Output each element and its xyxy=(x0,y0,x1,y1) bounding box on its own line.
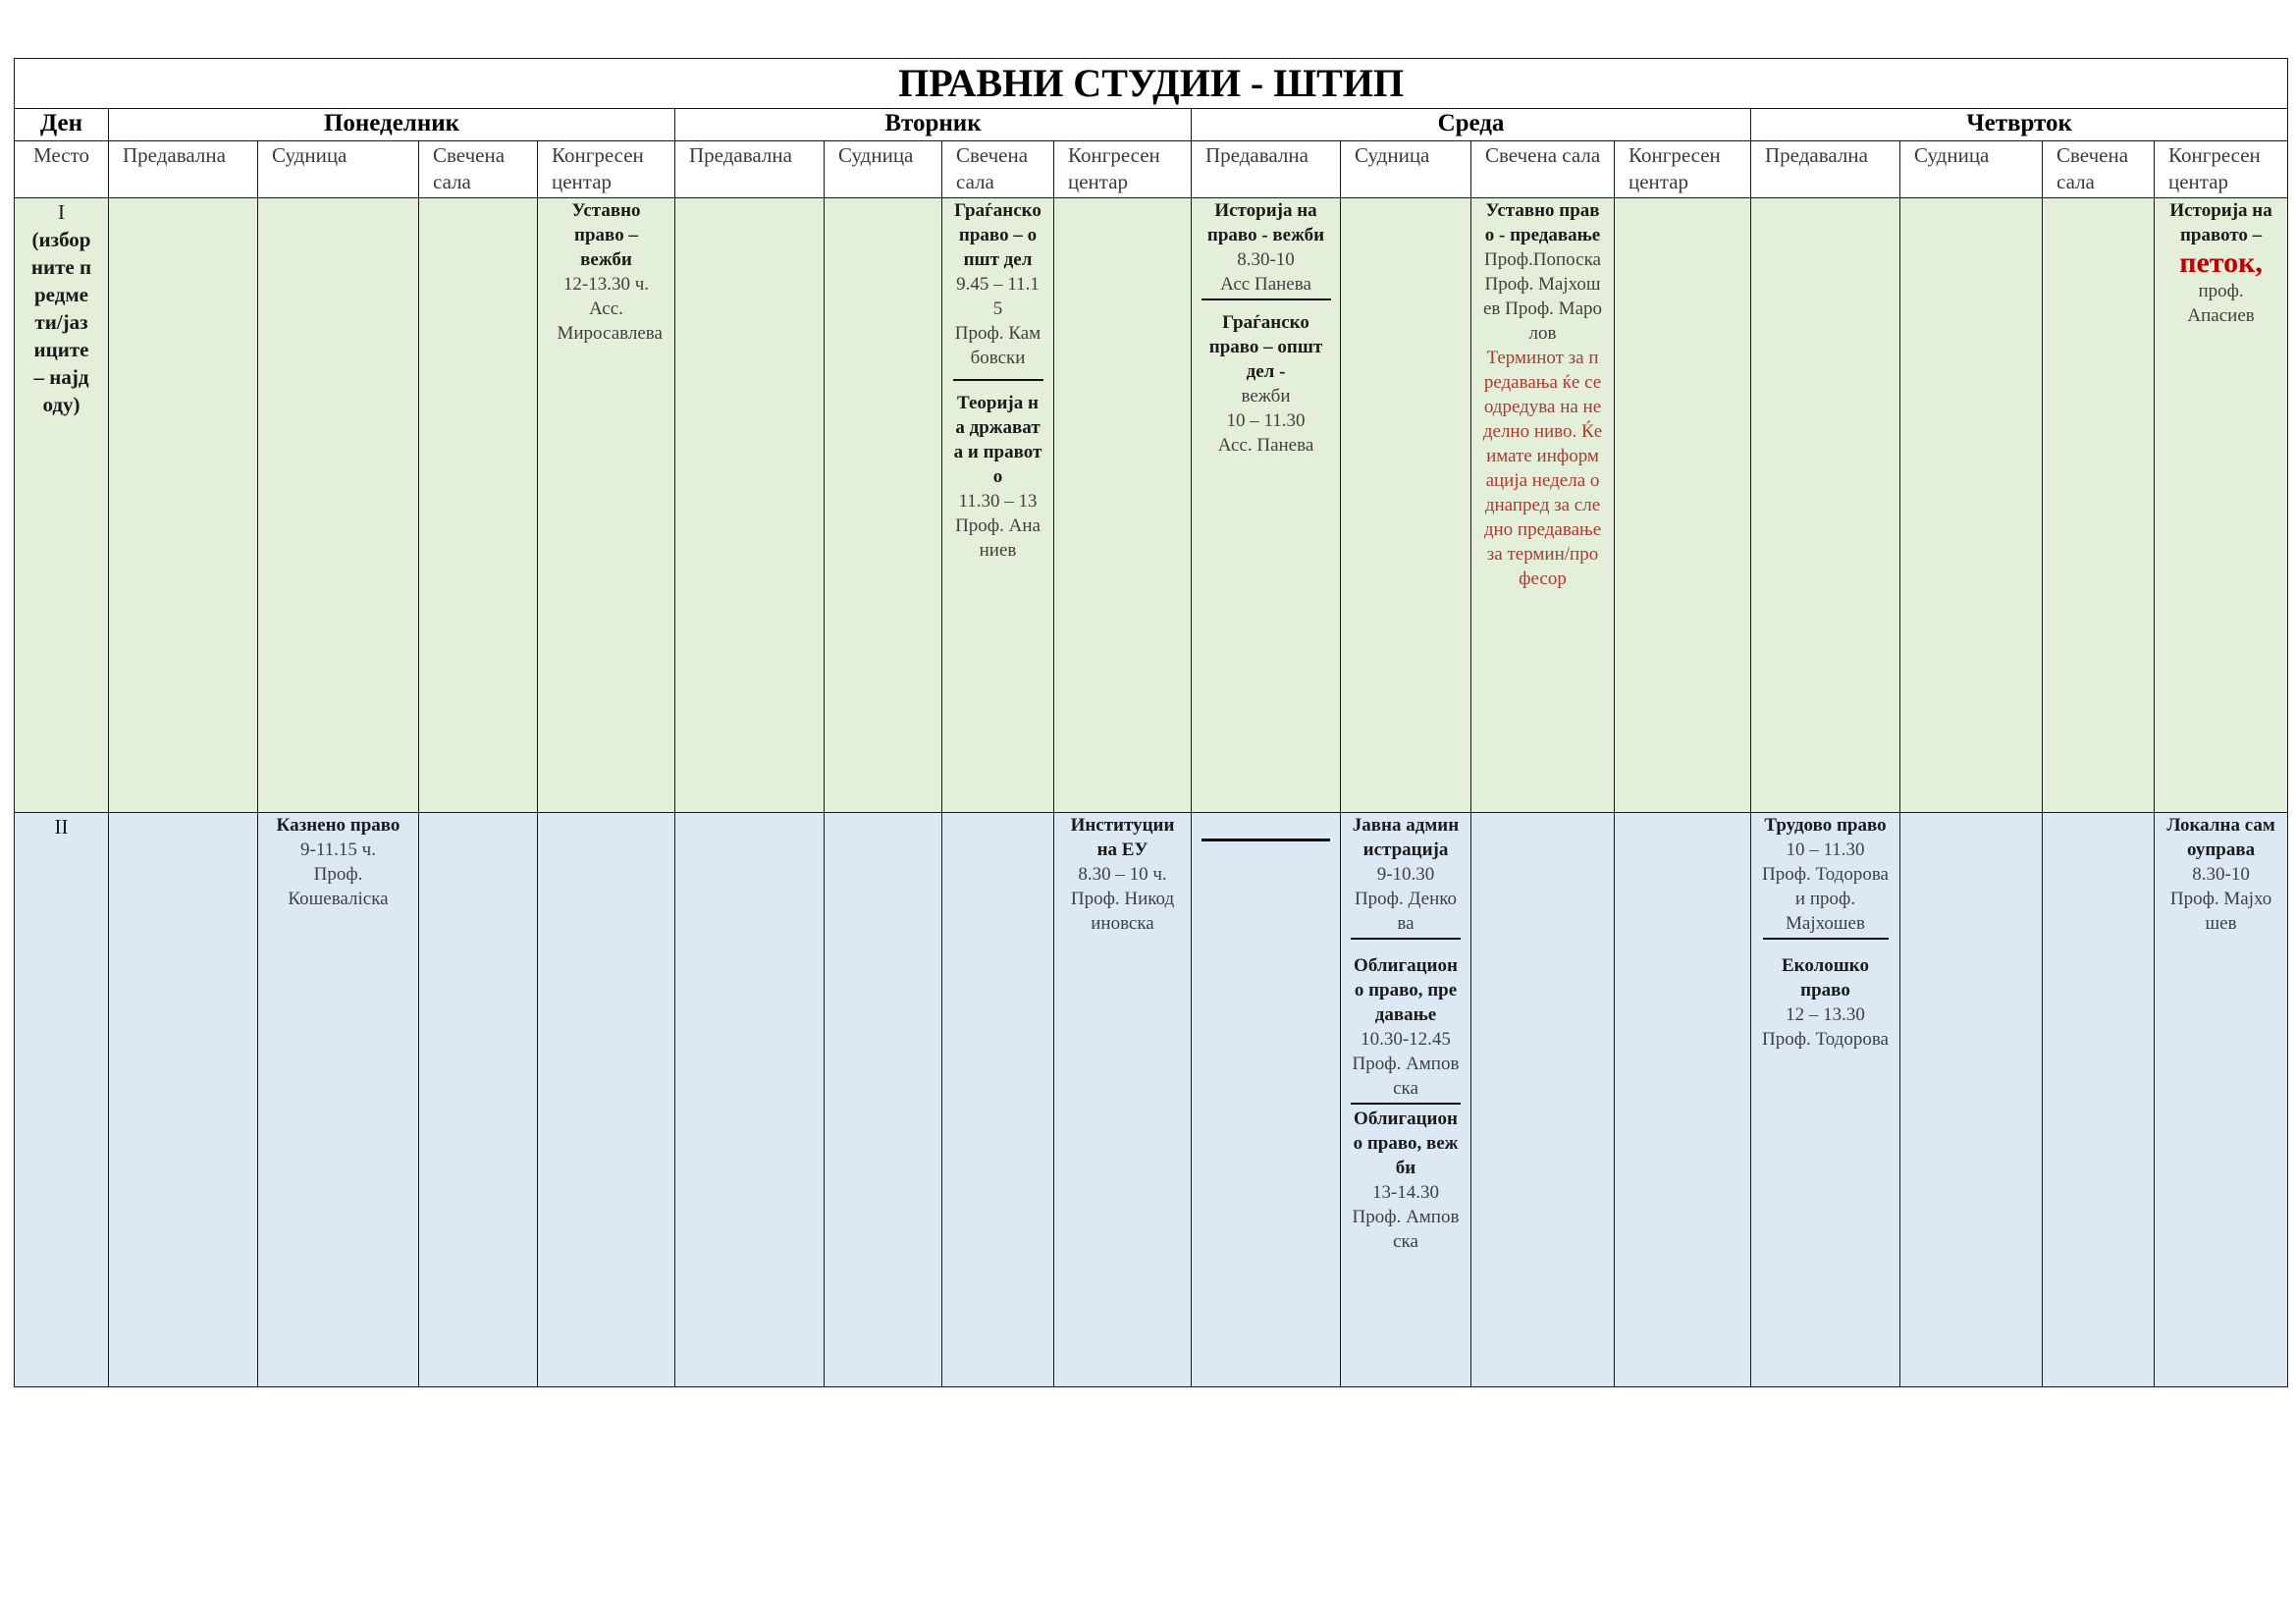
time: 8.30 – 10 ч. xyxy=(1078,864,1167,885)
row-number: I xyxy=(58,200,65,224)
row-label xyxy=(15,813,109,1387)
room-header: Судница xyxy=(825,141,942,198)
day-thursday: Четврток xyxy=(1751,109,2288,141)
room-header: Судница xyxy=(258,141,419,198)
teacher: Асс Панева xyxy=(1220,274,1311,295)
teacher: Проф. Мајхошев xyxy=(2169,889,2272,934)
room-header: Судница xyxy=(1900,141,2043,198)
class-kind: вежби xyxy=(1241,386,1291,406)
room-header: Конгресен центар xyxy=(1054,141,1192,198)
teacher: Асс. Панева xyxy=(1217,435,1314,456)
subject: Облигационо право, предавање xyxy=(1354,955,1458,1025)
time: 9-10.30 xyxy=(1376,864,1435,885)
day-highlight: петок, xyxy=(2179,246,2263,279)
divider xyxy=(953,379,1043,381)
room-header: Конгресен центар xyxy=(2155,141,2288,198)
teacher: Проф. Кошеваліска xyxy=(288,864,389,909)
day-label: Ден xyxy=(15,109,109,141)
subject: Уставно право – вежби xyxy=(571,200,641,270)
teacher: Проф. Никодиновска xyxy=(1070,889,1175,934)
class-slot xyxy=(942,198,1054,813)
room-header: Конгресен центар xyxy=(538,141,675,198)
subject: Институции на ЕУ xyxy=(1070,815,1175,860)
class-slot xyxy=(538,198,675,813)
teacher: Асс. Миросавлева xyxy=(557,298,663,344)
row-number: II xyxy=(54,815,69,839)
time: 9-11.15 ч. xyxy=(300,839,376,860)
room-header: Свечена сала xyxy=(1471,141,1615,198)
row-label xyxy=(15,198,109,813)
room-header: Свечена сала xyxy=(2043,141,2155,198)
subject: Историја на правото – xyxy=(2169,200,2272,245)
room-header: Судница xyxy=(1341,141,1471,198)
time: 10.30-12.45 xyxy=(1361,1029,1451,1050)
day-header-row xyxy=(15,109,2288,141)
subject: Облигационо право, вежби xyxy=(1353,1109,1459,1178)
teacher: Проф. Амповска xyxy=(1352,1054,1460,1099)
class-slot xyxy=(1471,198,1615,813)
divider xyxy=(1351,938,1461,940)
time: 8.30-10 xyxy=(1237,249,1295,270)
class-slot xyxy=(1192,198,1341,813)
schedule-row-2 xyxy=(15,813,2288,1387)
subject: Уставно право - предавање xyxy=(1484,200,1601,245)
subject: Казнено право xyxy=(276,815,400,836)
time: 12-13.30 ч. xyxy=(562,274,650,295)
time: 10 – 11.30 xyxy=(1786,839,1865,860)
teacher: Проф.Попоска Проф. Мајхошев Проф. Маролов xyxy=(1482,249,1602,344)
divider xyxy=(1351,1103,1461,1105)
day-monday: Понеделник xyxy=(109,109,675,141)
class-slot xyxy=(1751,813,1900,1387)
empty-slot xyxy=(1192,813,1341,1387)
teacher: Проф. Амповска xyxy=(1352,1207,1460,1252)
teacher: Проф. Тодорова и проф. Мајхошев xyxy=(1762,864,1889,934)
divider xyxy=(1763,938,1889,940)
teacher: Проф. Тодорова xyxy=(1762,1029,1889,1050)
day-tuesday: Вторник xyxy=(675,109,1192,141)
class-slot xyxy=(2155,198,2288,813)
schedule-table xyxy=(14,58,2288,1387)
room-header: Предавална xyxy=(675,141,825,198)
time: 8.30-10 xyxy=(2192,864,2250,885)
subject: Историја на право - вежби xyxy=(1206,200,1325,245)
time: 11.30 – 13 xyxy=(958,491,1038,512)
teacher: проф. Апасиев xyxy=(2187,281,2255,326)
subject: Еколошко право xyxy=(1781,955,1870,1001)
class-slot xyxy=(2155,813,2288,1387)
room-header: Предавална xyxy=(1751,141,1900,198)
divider xyxy=(1201,839,1330,841)
class-slot xyxy=(1341,813,1471,1387)
subject: Граѓанско право – општ дел - xyxy=(1208,312,1323,382)
schedule-row-1 xyxy=(15,198,2288,813)
time: 13-14.30 xyxy=(1371,1182,1440,1203)
divider xyxy=(1201,298,1331,300)
page-title: ПРАВНИ СТУДИИ - ШТИП xyxy=(15,59,2288,109)
subject: Граѓанско право – општ дел xyxy=(954,200,1041,270)
time: 9.45 – 11.15 xyxy=(956,274,1040,319)
class-slot xyxy=(258,813,419,1387)
time: 10 – 11.30 xyxy=(1226,410,1306,431)
day-wednesday: Среда xyxy=(1192,109,1751,141)
teacher: Проф. Денкова xyxy=(1354,889,1458,934)
teacher: Проф. Ананиев xyxy=(955,515,1041,561)
subject: Локална самоуправа xyxy=(2166,815,2275,860)
time: 12 – 13.30 xyxy=(1786,1004,1865,1025)
room-header: Свечена сала xyxy=(419,141,538,198)
room-header: Конгресен центар xyxy=(1615,141,1751,198)
subject: Трудово право xyxy=(1764,815,1887,836)
room-header: Предавална xyxy=(1192,141,1341,198)
subject: Јавна администрација xyxy=(1352,815,1460,860)
room-header: Предавална xyxy=(109,141,258,198)
place-label: Место xyxy=(15,141,109,198)
teacher: Проф. Камбовски xyxy=(954,323,1041,368)
schedule-note: Терминот за предавања ќе се одредува на неделно ниво. Ќе имате информација недела однапред за следно предавање за термин/професор xyxy=(1482,348,1603,589)
row-note: (изборните предмети/јазиците – најдоду) xyxy=(30,228,92,416)
subject: Теорија на државата и правото xyxy=(953,393,1042,487)
room-header: Свечена сала xyxy=(942,141,1054,198)
class-slot xyxy=(1054,813,1192,1387)
room-header-row xyxy=(15,141,2288,198)
